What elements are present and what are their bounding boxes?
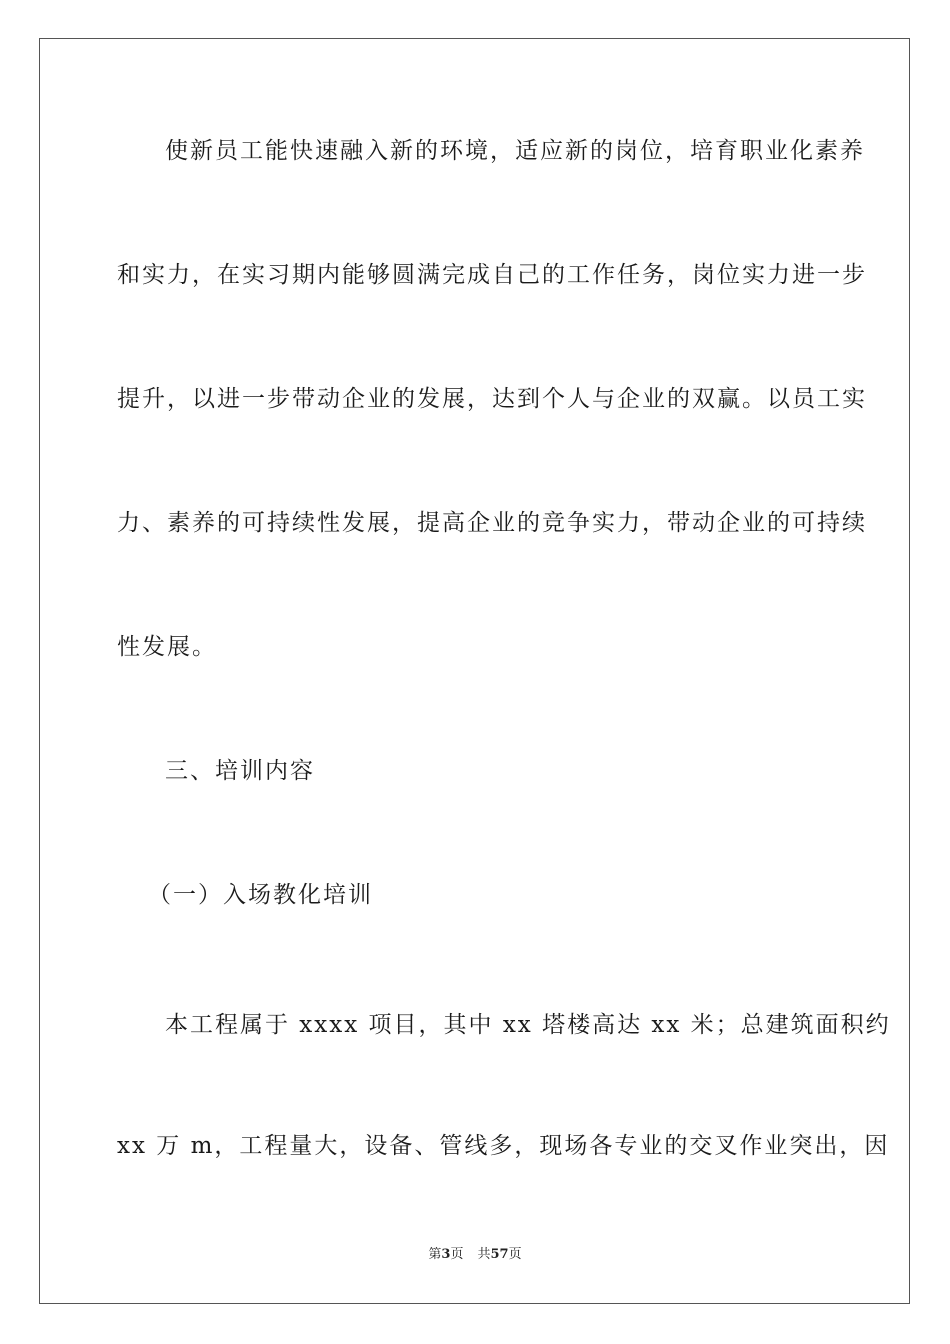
footer-total-suffix: 页 — [508, 1247, 522, 1262]
paragraph-line-7: xx 万 m，工程量大，设备、管线多，现场各专业的交叉作业突出，因 — [117, 1133, 890, 1159]
footer-total-pages: 57 — [490, 1247, 509, 1262]
footer-total-prefix: 共 — [477, 1247, 491, 1262]
subsection-heading: （一）入场教化培训 — [148, 882, 373, 908]
paragraph-line-6: 本工程属于 xxxx 项目，其中 xx 塔楼高达 xx 米；总建筑面积约 — [165, 1012, 891, 1038]
footer-page-suffix: 页 — [450, 1247, 464, 1262]
section-heading: 三、培训内容 — [165, 758, 315, 784]
paragraph-line-2: 和实力，在实习期内能够圆满完成自己的工作任务，岗位实力进一步 — [117, 262, 867, 288]
paragraph-line-3: 提升，以进一步带动企业的发展，达到个人与企业的双赢。以员工实 — [117, 386, 867, 412]
page-footer — [0, 1246, 950, 1264]
paragraph-line-5: 性发展。 — [117, 634, 217, 660]
footer-page-prefix: 第 — [428, 1247, 442, 1262]
footer-page-number: 3 — [441, 1247, 451, 1262]
paragraph-line-1: 使新员工能快速融入新的环境，适应新的岗位，培育职业化素养 — [165, 138, 865, 164]
page-border — [39, 38, 910, 1304]
paragraph-line-4: 力、素养的可持续性发展，提高企业的竞争实力，带动企业的可持续 — [117, 510, 867, 536]
